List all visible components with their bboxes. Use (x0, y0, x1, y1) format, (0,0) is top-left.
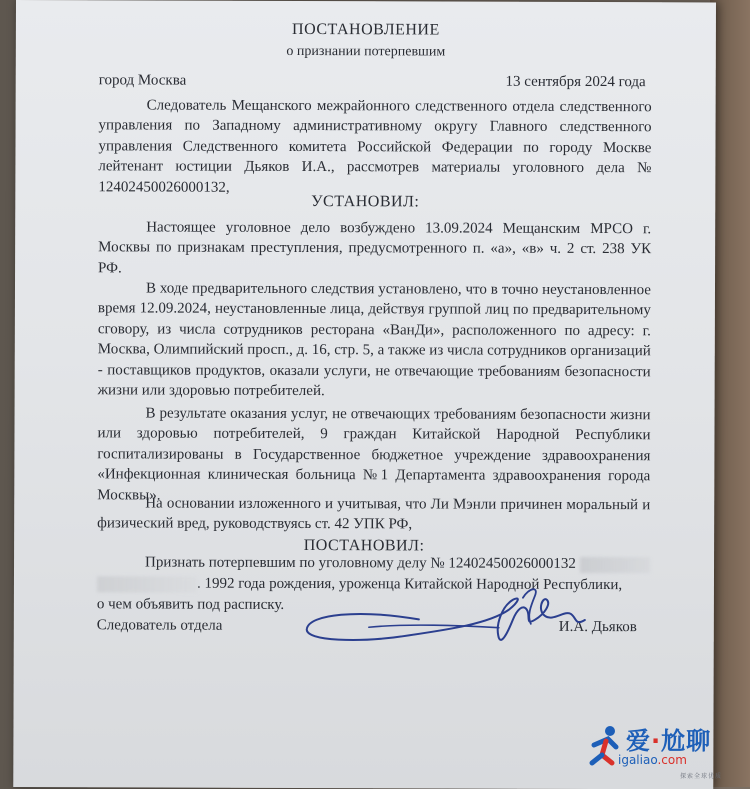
decision-line-1-text: Признать потерпевшим по уголовному делу № 12402450026000132 (145, 554, 576, 572)
decided-heading: ПОСТАНОВИЛ: (303, 537, 425, 555)
watermark-brand-part-2: 尬聊 (661, 727, 712, 755)
decision-line-3: о чем объявить под расписку. (96, 596, 285, 613)
watermark-brand-part-1: 爱 (626, 727, 651, 755)
watermark-logo (580, 717, 750, 787)
document-subtitle: о признании потерпевшим (286, 43, 446, 60)
watermark-brand (626, 721, 711, 756)
paragraph-3: В результате оказания услуг, не отвечающих требованиям безопасности жизни или здоровью потребителей, 9 граждан Китайской Народной Республики госпитализированы в Государственное бюджетное учреждение здравоохранения «Инфекционная клиническая больница №1 Департамента здравоохранения города Москвы». (97, 405, 651, 504)
investigator-name: И.А. Дьяков (558, 618, 637, 636)
established-heading: УСТАНОВИЛ: (311, 193, 420, 211)
watermark-url-part-1: igaliao (618, 753, 658, 767)
decision-line-2-text: . 1992 года рождения, уроженца Китайской Народной Республики, (196, 575, 623, 594)
paragraph-4: На основании изложенного и учитывая, что Ли Мэнли причинен моральный и физический вред, руководствуясь ст. 42 УПК РФ, (97, 495, 651, 533)
paragraph-1: Настоящее уголовное дело возбуждено 13.09.2024 Мещанским МРСО г. Москвы по признакам преступления, предусмотренного п. «а», «в» ч. 2 ст. 238 УК РФ. (98, 219, 652, 277)
table-background (710, 0, 750, 787)
intro-paragraph: Следователь Мещанского межрайонного следственного отдела следственного управления по Западному административному округу Главного следственного управления Следственного комитета Российской Федерации по городу Москве лейтенант юстиции Дьяков И.А., рассмотрев материалы уголовного дела № 12402450026000132, (98, 97, 652, 196)
document-title: ПОСТАНОВЛЕНИЕ (292, 20, 440, 39)
document-city: город Москва (98, 72, 187, 89)
watermark-brand-sep: · (651, 727, 662, 755)
handwritten-signature (299, 579, 599, 660)
investigator-label: Следователь отдела (96, 617, 223, 634)
watermark-tagline: 探索全球优质 (680, 773, 723, 780)
watermark-url (618, 753, 687, 767)
redacted-name-blur (580, 557, 650, 573)
document-sheet (13, 0, 716, 789)
document-date: 13 сентября 2024 года (505, 73, 646, 91)
watermark-url-part-2: .com (657, 753, 687, 767)
paragraph-2: В ходе предварительного следствия установлено, что в точно неустановленное время 12.09.2024, неустановленные лица, действуя группой лиц по предварительному сговору, из числа сотрудников ресторана «ВанДи», расположенного по адресу: г. Москва, Олимпийский просп., д. 16, стр. 5, а также из числа сотрудников организаций - поставщиков продуктов, оказали услуги, не отвечающие требованиям безопасности жизни или здоровью потребителей. (97, 280, 652, 400)
decision-line-1 (97, 552, 650, 575)
runner-icon (586, 725, 622, 769)
redacted-name-blur-2 (97, 576, 197, 592)
